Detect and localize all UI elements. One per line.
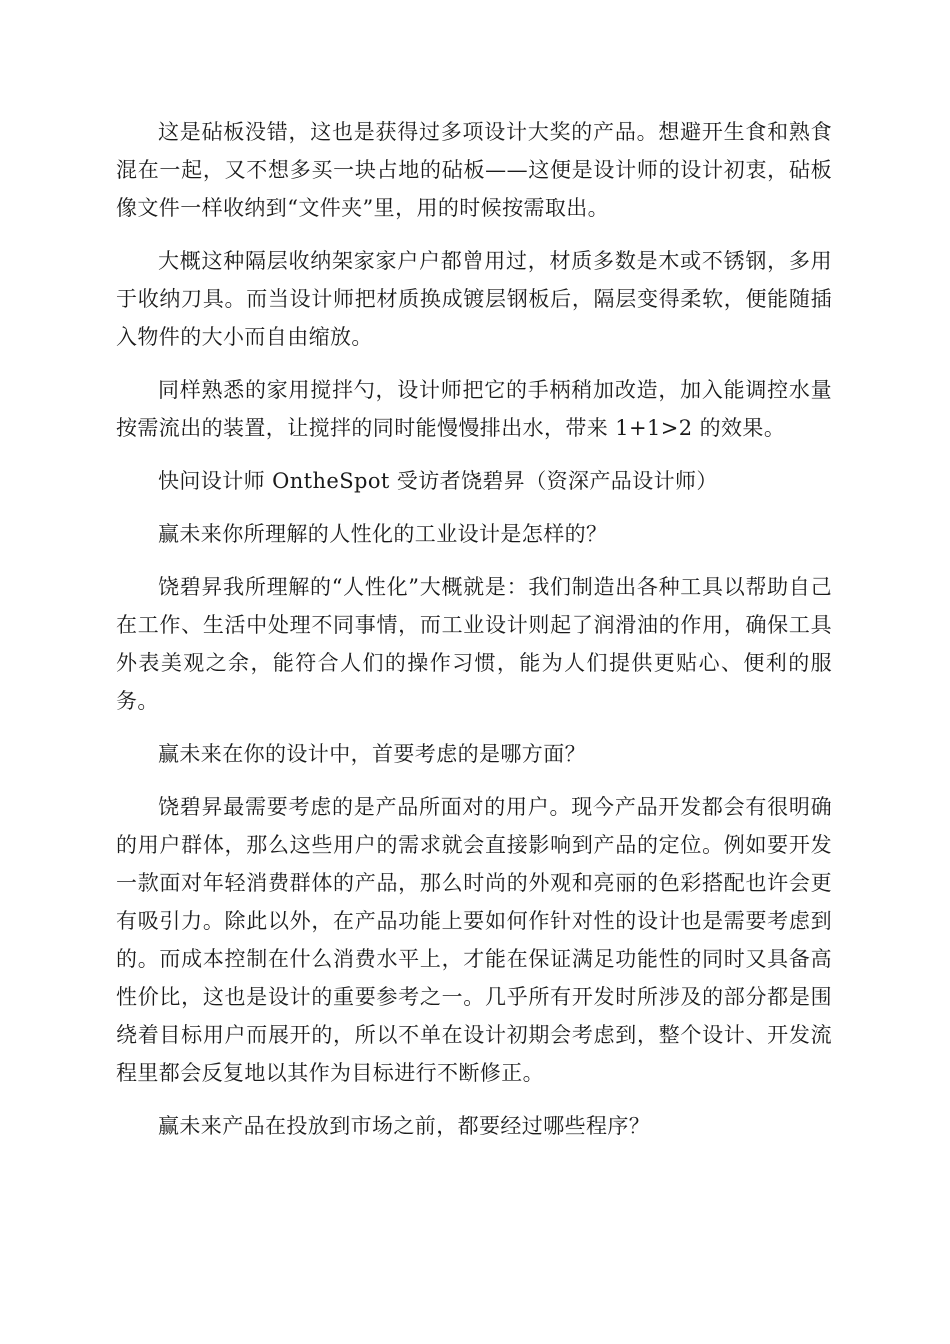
paragraph-stirring-spoon: 同样熟悉的家用搅拌勺，设计师把它的手柄稍加改造，加入能调控水量按需流出的装置，让搅拌的同时能慢慢排出水，带来 1+1>2 的效果。 — [116, 378, 832, 440]
paragraph-question-2: 赢未来在你的设计中，首要考虑的是哪方面？ — [158, 742, 586, 766]
paragraph-question-1: 赢未来你所理解的人性化的工业设计是怎样的？ — [158, 522, 608, 546]
paragraph-answer-1: 饶碧昇我所理解的“人性化”大概就是：我们制造出各种工具以帮助自己在工作、生活中处理不同事情，而工业设计则起了润滑油的作用，确保工具外表美观之余，能符合人们的操作习惯，能为人们提供更贴心、便利的服务。 — [116, 575, 832, 713]
paragraph-cutting-board: 这是砧板没错，这也是获得过多项设计大奖的产品。想避开生食和熟食混在一起，又不想多买一块占地的砧板——这便是设计师的设计初衷，砧板像文件一样收纳到“文件夹”里，用的时候按需取出。 — [116, 120, 832, 220]
article-body — [116, 113, 832, 1160]
paragraph-storage-rack: 大概这种隔层收纳架家家户户都曾用过，材质多数是木或不锈钢，多用于收纳刀具。而当设计师把材质换成镀层钢板后，隔层变得柔软，便能随插入物件的大小而自由缩放。 — [116, 249, 832, 349]
paragraph-answer-2: 饶碧昇最需要考虑的是产品所面对的用户。现今产品开发都会有很明确的用户群体，那么这些用户的需求就会直接影响到产品的定位。例如要开发一款面对年轻消费群体的产品，那么时尚的外观和亮丽的色彩搭配也许会更有吸引力。除此以外，在产品功能上要如何作针对性的设计也是需要考虑到的。而成本控制在什么消费水平上，才能在保证满足功能性的同时又具备高性价比，这也是设计的重要参考之一。几乎所有开发时所涉及的部分都是围绕着目标用户而展开的，所以不单在设计初期会考虑到，整个设计、开发流程里都会反复地以其作为目标进行不断修正。 — [116, 795, 832, 1085]
paragraph-interview-header: 快问设计师 OntheSpot 受访者饶碧昇（资深产品设计师） — [158, 469, 718, 493]
paragraph-question-3: 赢未来产品在投放到市场之前，都要经过哪些程序？ — [158, 1114, 651, 1138]
